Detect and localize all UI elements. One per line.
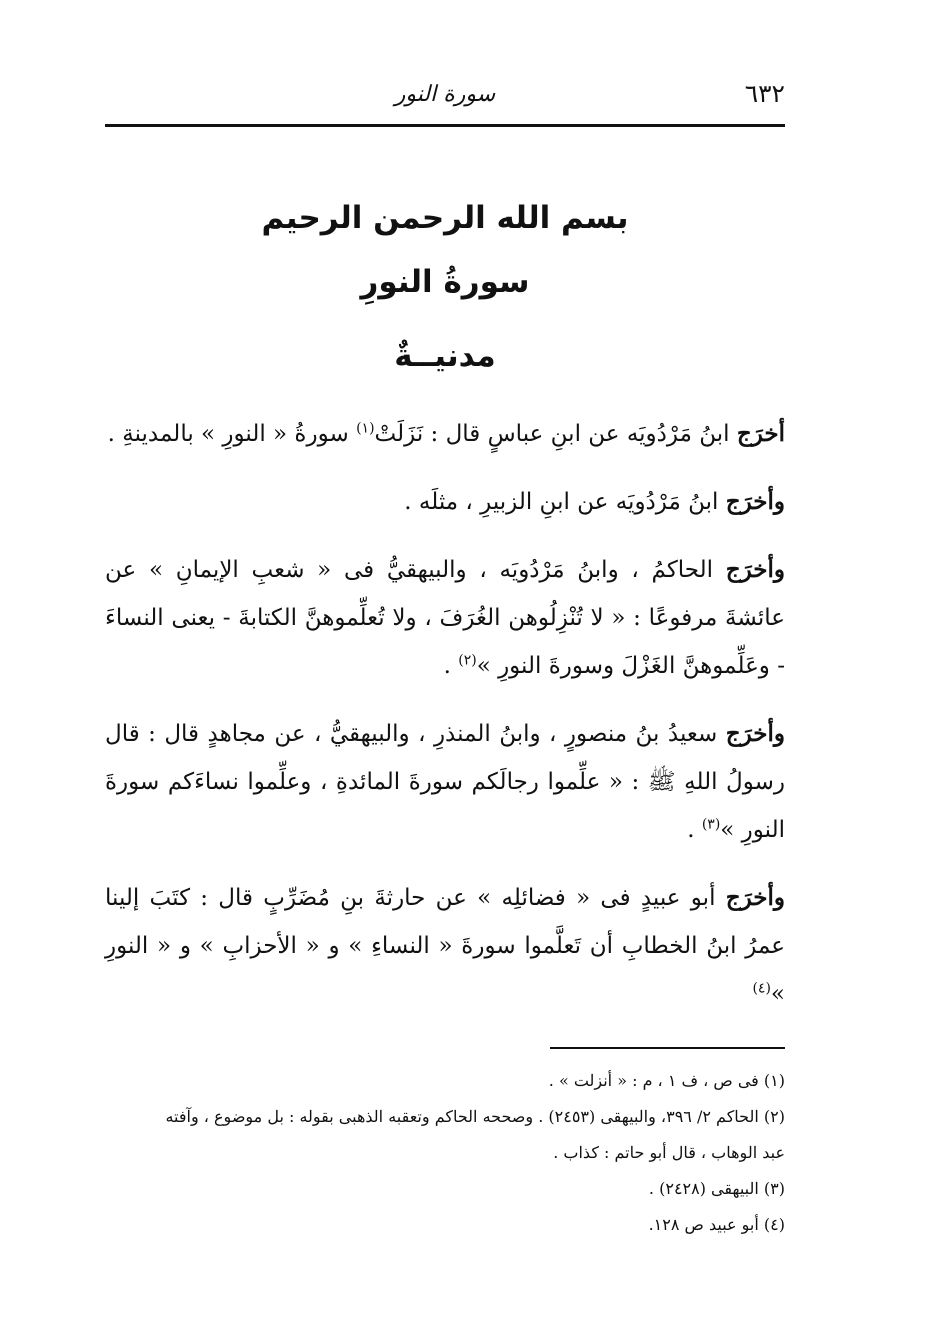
- paragraph-lead-word: وأخرَج: [725, 488, 785, 515]
- footnote: (٤) أبو عبيد ص ١٢٨.: [648, 1215, 785, 1234]
- footnote-reference: (٤): [752, 980, 771, 997]
- surah-type: مدنيــةٌ: [394, 338, 496, 374]
- paragraph-text: ابنُ مَرْدُويَه عن ابنِ عباسٍ قال : نَزَلَتْ: [374, 421, 737, 447]
- footnote-continuation: عبد الوهاب ، قال أبو حاتم : كذاب .: [553, 1143, 785, 1162]
- paragraph: [105, 874, 785, 1018]
- footnote: (٢) الحاكم ٢/ ٣٩٦، والبيهقى (٢٤٥٣) . وصححه الحاكم وتعقبه الذهبى بقوله : بل موضوع ، وآفته: [165, 1107, 785, 1126]
- page-number: ٦٣٢: [744, 79, 785, 108]
- footnote: (٣) البيهقى (٢٤٢٨) .: [648, 1179, 785, 1198]
- paragraph-lead-word: وأخرَج: [725, 720, 785, 747]
- paragraph-lead-word: وأخرَج: [725, 556, 785, 583]
- paragraph-text: سعيدُ بنُ منصورٍ ، وابنُ المنذرِ ، والبيهقيُّ ، عن مجاهدٍ قال : قال رسولُ اللهِ ﷺ : « علِّموا رجالَكم سورةَ المائدةِ ، وعلِّموا نساءَكم سورةَ النورِ »: [105, 721, 785, 843]
- surah-title: سورةُ النورِ: [360, 264, 530, 300]
- paragraph-text: ابنُ مَرْدُويَه عن ابنِ الزبيرِ ، مثلَه .: [404, 489, 726, 515]
- footnote-divider: [550, 1047, 785, 1049]
- paragraph-text-tail: سورةُ « النورِ » بالمدينةِ .: [107, 421, 357, 447]
- footnote-reference: (١): [356, 420, 375, 437]
- running-title: سورة النور: [394, 82, 496, 107]
- footnotes: [105, 1063, 785, 1243]
- paragraph-text-tail: .: [443, 653, 459, 679]
- main-text: [105, 410, 785, 1038]
- paragraph-lead-word: وأخرَج: [725, 884, 785, 911]
- basmala-heading: بسم الله الرحمن الرحيم: [261, 200, 629, 236]
- paragraph-text-tail: .: [687, 817, 702, 843]
- footnote-reference: (٣): [701, 816, 721, 833]
- paragraph: [105, 410, 785, 458]
- paragraph-text: الحاكمُ ، وابنُ مَرْدُويَه ، والبيهقيُّ فى « شعبِ الإيمانِ » عن عائشةَ مرفوعًا : « لا تُنْزِلُوهن الغُرَفَ ، ولا تُعلِّموهنَّ الكتابةَ - يعنى النساءَ - وعَلِّموهنَّ الغَزْلَ وسورةَ النورِ »: [105, 557, 785, 679]
- paragraph: [105, 710, 785, 854]
- book-page: [105, 70, 785, 1250]
- page-header: [105, 70, 785, 127]
- paragraph: [105, 478, 785, 526]
- footnote: (١) فى ص ، ف ١ ، م : « أنزلت » .: [548, 1071, 785, 1090]
- footnote-reference: (٢): [458, 652, 477, 669]
- paragraph-text: أبو عبيدٍ فى « فضائلِه » عن حارثةَ بنِ مُضَرِّبٍ قال : كتَبَ إلينا عمرُ ابنُ الخطابِ أن تَعلَّموا سورةَ « النساءِ » و « الأحزابِ » و « النورِ »: [105, 885, 785, 1007]
- paragraph-lead-word: أخرَج: [736, 420, 785, 447]
- paragraph: [105, 546, 785, 690]
